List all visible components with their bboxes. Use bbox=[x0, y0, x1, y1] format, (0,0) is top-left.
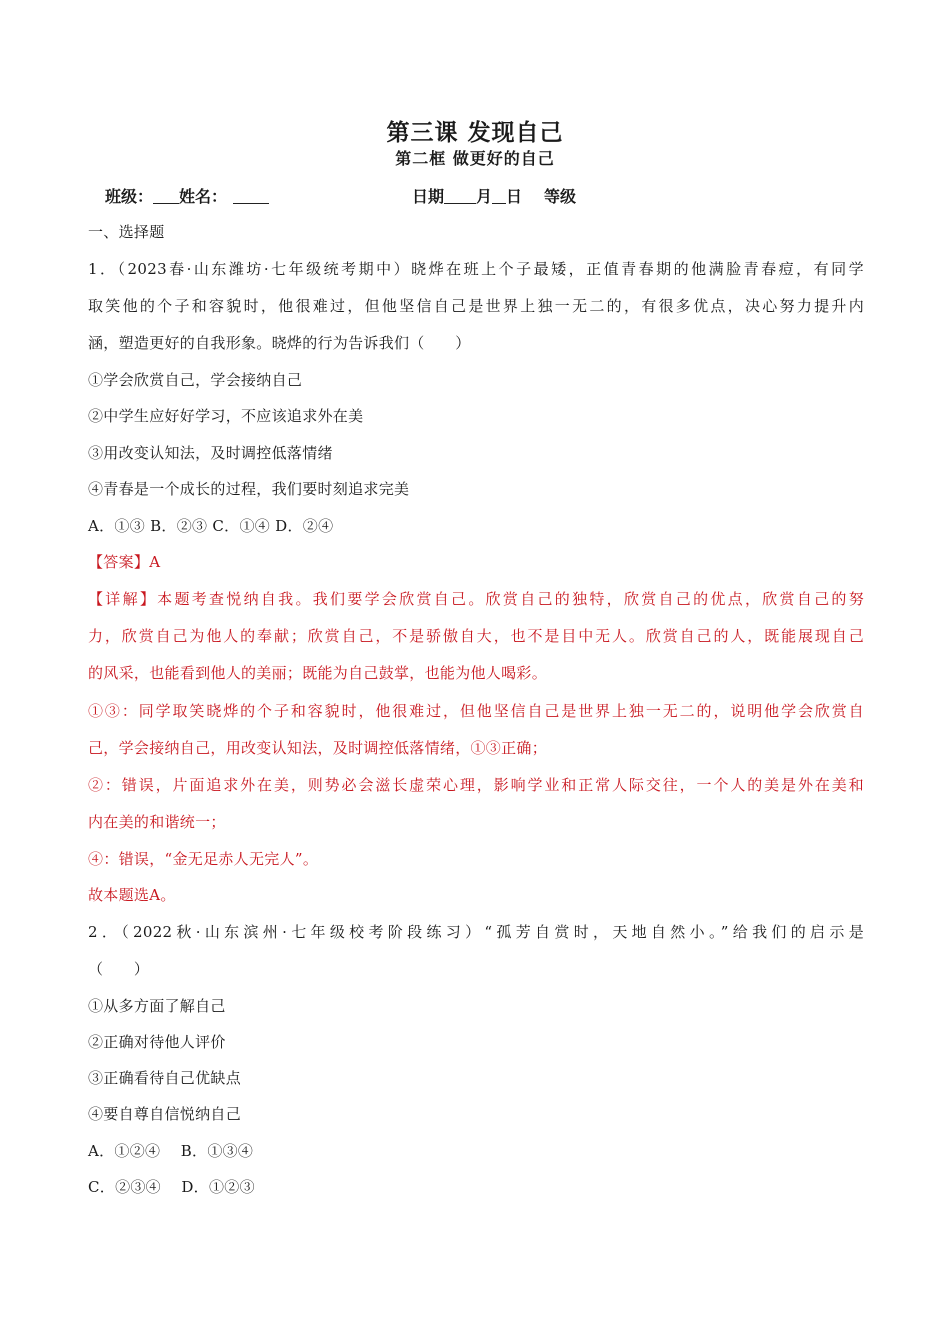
class-blank[interactable] bbox=[153, 187, 179, 204]
q2-option: ③正确看待自己优缺点 bbox=[88, 1069, 242, 1087]
analysis-tag: ①③ bbox=[88, 702, 122, 720]
q1-option: ②中学生应好好学习，不应该追求外在美 bbox=[88, 407, 364, 425]
q1-option: ①学会欣赏自己，学会接纳自己 bbox=[88, 371, 303, 389]
analysis-text: ：同学取笑晓烨的个子和容貌时，他很难过，但他坚信自己是世界上独一无二的，说明他学会欣赏自 bbox=[121, 702, 864, 720]
section-heading: 一、选择题 bbox=[88, 223, 165, 241]
q1-stem-line: 取笑他的个子和容貌时，他很难过，但他坚信自己是世界上独一无二的，有很多优点，决心努力提升内 bbox=[88, 297, 864, 315]
q2-choices: C．②③④ D．①②③ bbox=[88, 1178, 255, 1196]
date-grade-row bbox=[412, 184, 576, 207]
q2-stem-line: 2．（2022秋·山东滨州·七年级校考阶段练习）“孤芳自赏时，天地自然小。”给我们的启示是 bbox=[88, 923, 864, 941]
q1-choices: A．①③ B．②③ C．①④ D．②④ bbox=[88, 517, 334, 535]
month-blank[interactable] bbox=[444, 187, 476, 204]
q1-option: ④青春是一个成长的过程，我们要时刻追求完美 bbox=[88, 480, 410, 498]
answer-tag: 【答案】 bbox=[88, 553, 150, 571]
q1-detail-line bbox=[88, 589, 864, 609]
page-title: 第三课 发现自己 bbox=[386, 119, 564, 146]
name-label: 姓名： bbox=[179, 187, 228, 206]
detail-text: 本题考查悦纳自我。我们要学会欣赏自己。欣赏自己的独特，欣赏自己的优点，欣赏自己的努 bbox=[157, 590, 864, 608]
q2-option: ①从多方面了解自己 bbox=[88, 997, 226, 1015]
q2-option: ②正确对待他人评价 bbox=[88, 1033, 226, 1051]
q1-analysis-line: 内在美的和谐统一； bbox=[88, 813, 226, 831]
q1-conclusion: 故本题选A。 bbox=[88, 886, 176, 904]
q1-detail-line: 力，欣赏自己为他人的奉献；欣赏自己，不是骄傲自大，也不是目中无人。欣赏自己的人，既能展现自己 bbox=[88, 627, 864, 645]
analysis-text: ：错误，片面追求外在美，则势必会滋长虚荣心理，影响学业和正常人际交往，一个人的美是外在美和 bbox=[104, 776, 864, 794]
analysis-text: ：错误，“金无足赤人无完人”。 bbox=[103, 850, 319, 868]
q1-analysis-line bbox=[88, 701, 864, 721]
page-subtitle: 第二框 做更好的自己 bbox=[395, 149, 555, 168]
day-blank[interactable] bbox=[492, 187, 506, 204]
date-label: 日期 bbox=[412, 187, 445, 206]
q1-analysis-line bbox=[88, 849, 864, 869]
q2-stem-line: （ ） bbox=[88, 960, 150, 978]
day-label: 日 bbox=[506, 187, 523, 206]
answer-value: A bbox=[149, 553, 161, 571]
analysis-tag: ② bbox=[88, 776, 105, 794]
q1-stem-line: 1．（2023春·山东潍坊·七年级统考期中）晓烨在班上个子最矮，正值青春期的他满脸青春痘，有同学 bbox=[88, 260, 864, 278]
analysis-tag: ④ bbox=[88, 850, 104, 868]
q1-stem-line: 涵，塑造更好的自我形象。晓烨的行为告诉我们（ ） bbox=[88, 334, 471, 352]
q1-analysis-line: 己，学会接纳自己，用改变认知法，及时调控低落情绪，①③正确； bbox=[88, 739, 548, 757]
q2-option: ④要自尊自信悦纳自己 bbox=[88, 1105, 242, 1123]
class-name-row bbox=[105, 184, 269, 207]
q1-detail-line: 的风采，也能看到他人的美丽；既能为自己鼓掌，也能为他人喝彩。 bbox=[88, 664, 548, 682]
grade-label: 等级 bbox=[544, 187, 577, 206]
q1-option: ③用改变认知法，及时调控低落情绪 bbox=[88, 444, 333, 462]
q2-choices: A．①②④ B．①③④ bbox=[88, 1142, 254, 1160]
q1-answer bbox=[88, 552, 864, 572]
name-blank[interactable] bbox=[233, 187, 269, 204]
month-label: 月 bbox=[476, 187, 493, 206]
q1-analysis-line bbox=[88, 775, 864, 795]
class-label: 班级： bbox=[105, 187, 154, 206]
detail-tag: 【详解】 bbox=[88, 590, 158, 608]
